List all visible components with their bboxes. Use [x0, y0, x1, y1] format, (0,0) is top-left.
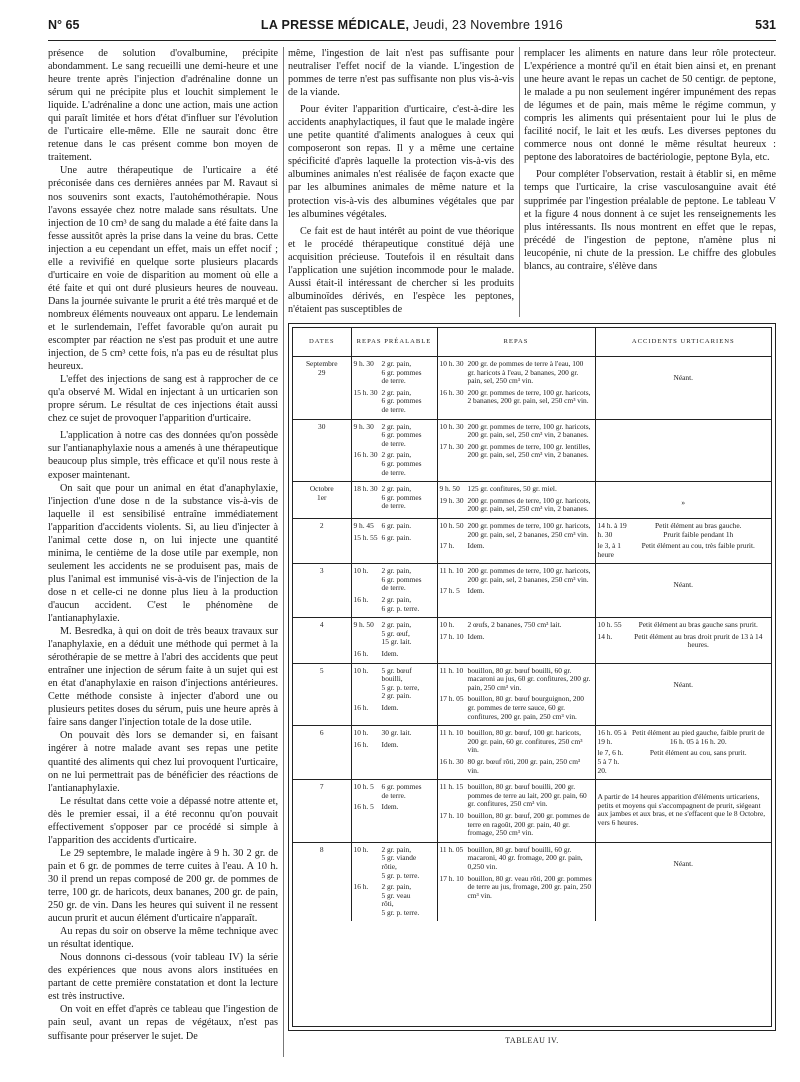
accident-description: Petit élément au bras droit prurit de 13 à 14 heures.	[634, 631, 763, 650]
accidents-cell	[595, 564, 771, 618]
food-description: bouillon, 80 gr. bœuf, 200 gr. pommes de terre en ragoût, 200 gr. pain, 40 gr. fromage, 250 cm³ vin.	[467, 810, 590, 838]
table-inner-frame	[292, 327, 772, 1027]
food-description: Idem.	[467, 586, 485, 596]
accidents-cell	[595, 618, 771, 663]
food-description: 200 gr. pommes de terre, 100 gr. haricots, 200 gr. pain, sel, 2 bananes, 250 cm³ vin.	[467, 520, 591, 539]
time-entry	[354, 803, 435, 812]
time-label: 11 h. 10	[439, 566, 464, 576]
time-entry	[440, 567, 593, 584]
date-cell: 7	[293, 780, 351, 843]
paragraph: On pouvait dès lors se demander si, en faisant ingérer à notre malade avant ses repas une petite quantité des aliments qui chez lui provoquent l'urticaire, on ne lui permettrait pas de bénéficier des réactions de l'antianaphylaxie.	[48, 730, 278, 794]
table-row	[293, 780, 771, 843]
time-label: 17 h. 30	[439, 441, 464, 451]
food-description: 200 gr. pommes de terre, 100 gr. haricots, 200 gr. pain, sel, 250 cm³ vin, 2 bananes.	[467, 421, 591, 440]
time-entry	[440, 423, 593, 440]
meal-cell	[437, 419, 595, 482]
page-header	[48, 18, 776, 38]
time-label: 16 h. 5	[353, 802, 374, 812]
accident-time: 14 h.	[597, 631, 613, 641]
time-label: 10 h. 30	[439, 421, 464, 431]
food-description: 80 gr. bœuf rôti, 200 gr. pain, 250 cm³ vin.	[467, 756, 581, 775]
time-label: 10 h.	[353, 844, 369, 854]
pre-meal-cell	[351, 780, 437, 843]
date-cell: 4	[293, 618, 351, 663]
food-description: bouillon, 80 gr. bœuf, 100 gr. haricots, 200 gr. pain, 60 gr. confitures, 250 cm³ vin.	[467, 728, 583, 755]
accidents-cell	[595, 726, 771, 780]
time-label: 16 h. 30	[439, 387, 464, 397]
meal-cell	[437, 518, 595, 563]
paragraph: Pour éviter l'apparition d'urticaire, c'est-à-dire les accidents anaphylactiques, il faut que le malade ingère une petite quantité d'aliments analogues à ceux qui composeront son repas. Il y a même une certaine spécificité d'après laquelle la protection vis-à-vis des albumines animales n'est réalisée de façon exacte que par les albumines animales de même nature et la protection vis-à-vis des albumines végétales que par les albumines végétales.	[288, 104, 514, 220]
pre-meal-cell	[351, 419, 437, 482]
pre-meal-cell	[351, 618, 437, 663]
accident-note: Néant.	[673, 858, 693, 868]
food-description: 2 gr. pain, 6 gr. pommes de terre.	[381, 484, 422, 511]
time-entry	[440, 497, 593, 514]
accident-entry	[598, 542, 770, 559]
food-description: bouillon, 80 gr. bœuf bourguignon, 200 gr. pommes de terre sauce, 60 gr. confitures, 200 gr. pain, 250 cm³ vin.	[467, 694, 584, 721]
time-label: 9 h. 30	[353, 359, 374, 368]
time-label: 11 h. 15	[439, 782, 464, 792]
date-cell: 2	[293, 518, 351, 563]
accidents-cell	[595, 663, 771, 726]
accident-note: Néant.	[673, 580, 693, 590]
meal-cell	[437, 663, 595, 726]
text-column-3	[524, 47, 776, 315]
food-description: 200 gr. pommes de terre, 100 gr. lentilles, 200 gr. pain, sel, 250 cm³ vin, 2 bananes.	[467, 441, 591, 460]
date-cell: 8	[293, 842, 351, 921]
time-label: 16 h. 30	[353, 450, 378, 460]
accidents-cell	[595, 780, 771, 843]
accident-note: Néant.	[673, 373, 693, 382]
table-iv	[288, 323, 776, 1031]
accidents-cell	[595, 842, 771, 921]
time-entry	[354, 522, 435, 531]
food-description: bouillon, 80 gr. bœuf bouilli, 200 gr. pommes de terre au lait, 200 gr. pain, 60 gr. confitures, 250 cm³ vin.	[467, 782, 587, 809]
pre-meal-cell	[351, 842, 437, 921]
food-description: Idem.	[467, 631, 485, 641]
time-label: 10 h.	[353, 728, 369, 738]
food-description: 2 gr. pain, 6 gr. p. terre.	[381, 595, 420, 613]
accident-time: 16 h. 05 à 19 h.	[597, 728, 627, 746]
accident-description: Petit élément au bras gauche. Prurit faible pendant 1h	[655, 520, 742, 539]
time-label: 16 h.	[353, 703, 369, 712]
food-description: 2 gr. pain, 6 gr. pommes de terre.	[381, 421, 422, 448]
text-column-2	[288, 47, 514, 315]
time-label: 17 h.	[439, 541, 455, 551]
time-entry	[440, 633, 593, 642]
time-label: 17 h. 10	[439, 873, 464, 883]
time-label: 11 h. 10	[439, 728, 464, 738]
time-label: 9 h. 30	[353, 421, 374, 431]
time-label: 19 h. 30	[439, 495, 464, 505]
time-label: 11 h. 05	[439, 844, 464, 854]
meal-cell	[437, 780, 595, 843]
time-entry	[440, 389, 593, 406]
accidents-cell	[595, 518, 771, 563]
time-entry	[440, 485, 593, 494]
time-entry	[354, 534, 435, 543]
food-description: 125 gr. confitures, 50 gr. miel.	[467, 484, 557, 494]
food-description: 200 gr. de pommes de terre à l'eau, 100 gr. haricots à l'eau, 2 bananes, 200 gr. pain, sel, 250 cm³ vin.	[467, 359, 584, 386]
text-column-1	[48, 47, 278, 1057]
table-row	[293, 564, 771, 618]
table-row	[293, 518, 771, 563]
food-description: Idem.	[467, 541, 485, 551]
paragraph: Le résultat dans cette voie a dépassé notre attente et, dès le premier essai, il a été reconnu qu'on pouvait effectivement s'opposer par ce procédé si simple à l'apparition des accidents d'urticaire.	[48, 795, 278, 846]
pre-meal-cell	[351, 564, 437, 618]
accident-time: le 7, 6 h. 5 à 7 h. 20.	[597, 748, 624, 775]
pre-meal-cell	[351, 663, 437, 726]
table-caption: TABLEAU IV.	[505, 1036, 559, 1045]
time-label: 10 h.	[353, 566, 369, 576]
column-divider-2	[519, 47, 520, 317]
time-label: 9 h. 50	[353, 620, 374, 630]
time-label: 16 h. 30	[439, 756, 464, 766]
table-row	[293, 842, 771, 921]
paragraph: Au repas du soir on observe la même technique avec un résultat identique.	[48, 926, 278, 951]
paragraph: remplacer les aliments en nature dans leur rôle protecteur. L'expérience a montré qu'il en était bien ainsi et, en prenant une heure avant le repas un cachet de 50 centigr. de peptone, le malade a pu non seulement ingérer impunément des repas de légumes et de pain, mais même le régime commun, y compris les aliments qui présentaient pour lui le plus de facilité nocif, le lait et les œufs. Les diverses peptones du commerce nous ont donné le même résultat heureux : peptone des laboratoires de bactériologie, peptone Byla, etc.	[524, 48, 776, 164]
time-label: 17 h. 05	[439, 694, 464, 704]
accident-note: A partir de 14 heures apparition d'éléments urticariens, petits et moyens qui s'accompagnent de prurit, siégeant aux jambes et aux bras, et ne s'effacent que le 8 Octobre, vers 6 heures.	[597, 792, 766, 827]
date-cell: 6	[293, 726, 351, 780]
header-accidents: ACCIDENTS URTICARIENS	[595, 328, 771, 357]
paragraph: Le 29 septembre, le malade ingère à 9 h. 30 2 gr. de pain et 6 gr. de pommes de terre cuites à l'eau. A 10 h. 30 il prend un repas composé de 200 gr. de pommes de terre, 100 gr. de haricots, deux bananes, 200 gr. de pain, 250 gr. de vin. Dans les heures qui suivent il ne ressent aucun prurit et aucun élément d'urticaire n'apparaît.	[48, 847, 278, 925]
time-entry	[440, 758, 593, 775]
date-cell: Octobre 1er	[293, 482, 351, 519]
time-entry	[354, 846, 435, 880]
accident-entry	[598, 522, 770, 539]
time-entry	[354, 741, 435, 750]
accidents-cell	[595, 357, 771, 420]
accident-time: 10 h. 55	[597, 620, 622, 630]
header-meal: REPAS	[437, 328, 595, 357]
accident-entry	[598, 749, 770, 775]
food-description: 2 gr. pain, 6 gr. pommes de terre.	[381, 450, 422, 477]
header-rule	[48, 40, 776, 41]
accident-description: Petit élément au cou, sans prurit.	[649, 748, 747, 758]
food-description: Idem.	[381, 802, 399, 812]
journal-title	[48, 18, 776, 32]
time-entry	[440, 729, 593, 755]
header-pre-meal: REPAS PRÉALABLE	[351, 328, 437, 357]
time-entry	[440, 695, 593, 721]
accident-description: Petit élément au bras gauche sans prurit.	[638, 620, 758, 630]
time-entry	[440, 587, 593, 596]
date-cell: 5	[293, 663, 351, 726]
time-entry	[354, 389, 435, 415]
paragraph: L'effet des injections de sang est à rapprocher de ce qu'a observé M. Widal en injectant à un urticarien son propre sérum. Le résultat de ces injections était aussi chez ce sujet de provoquer l'apparition d'urticaire.	[48, 374, 278, 425]
time-entry	[440, 522, 593, 539]
time-label: 9 h. 45	[353, 520, 374, 530]
time-label: 18 h. 30	[353, 484, 378, 494]
food-description: 5 gr. bœuf bouilli, 5 gr. p. terre, 2 gr. pain.	[381, 665, 420, 701]
food-description: 2 gr. pain, 5 gr. viande rôtie, 5 gr. p. terre.	[381, 844, 420, 880]
pre-meal-cell	[351, 357, 437, 420]
food-description: 6 gr. pain.	[381, 520, 412, 530]
time-label: 9 h. 50	[439, 484, 460, 494]
time-label: 17 h. 10	[439, 810, 464, 820]
time-entry	[354, 621, 435, 647]
time-entry	[440, 846, 593, 872]
time-entry	[354, 667, 435, 701]
food-description: bouillon, 80 gr. bœuf bouilli, 60 gr. macaroni, 40 gr. fromage, 200 gr. pain, 0,250 vin.	[467, 844, 583, 871]
pre-meal-cell	[351, 482, 437, 519]
table-row	[293, 663, 771, 726]
meal-cell	[437, 564, 595, 618]
time-entry	[354, 883, 435, 917]
table-row	[293, 419, 771, 482]
time-entry	[354, 704, 435, 713]
issue-number: N° 65	[48, 18, 80, 32]
time-entry	[440, 621, 593, 630]
time-label: 10 h. 50	[439, 520, 464, 530]
time-label: 16 h.	[353, 595, 369, 605]
header-dates: DATES	[293, 328, 351, 357]
data-table	[293, 328, 771, 921]
accident-time: le 3, à 1 heure	[597, 541, 621, 559]
pre-meal-cell	[351, 518, 437, 563]
table-row	[293, 726, 771, 780]
time-entry	[354, 596, 435, 613]
meal-cell	[437, 357, 595, 420]
accident-entry	[598, 633, 770, 650]
date-cell: 30	[293, 419, 351, 482]
accident-note: »	[681, 498, 686, 508]
food-description: 2 œufs, 2 bananes, 750 cm³ lait.	[467, 620, 562, 630]
table-header-row	[293, 328, 771, 357]
paragraph: Une autre thérapeutique de l'urticaire a été préconisée dans ces dernières années par M. Ravaut si nos souvenirs sont exacts, l'autohémothérapie. Nous l'avons essayée chez notre malade sans résultats. Une injection de 10 cm³ de sang du malade a été faite dans la fesse aussitôt après la prise dans la veine du bras. Cette injection a eu cependant un effet, mais un effet nocif ; elle a revivifié en quelque sorte plusieurs placards d'urticaire en voie de disparition au moment où elle a été faite et qui ont duré plusieurs heures de nouveau. Dans la journée suivante le prurit a été très marqué et de nombreux éléments nouveaux ont apparu. Le lendemain et le surlendemain, l'effet favorable qu'on aurait pu escompter par réaction ne s'est pas produit et une autre injection, de 5 cm³ cette fois, n'a pas eu de résultat plus heureux.	[48, 165, 278, 373]
time-label: 17 h. 5	[439, 586, 460, 596]
food-description: bouillon, 80 gr. veau rôti, 200 gr. pommes de terre au jus, fromage, 200 gr. pain, 250 cm³ vin.	[467, 873, 592, 900]
time-entry	[354, 567, 435, 593]
date-cell: 3	[293, 564, 351, 618]
time-entry	[354, 451, 435, 477]
time-entry	[354, 650, 435, 659]
time-label: 15 h. 30	[353, 387, 378, 397]
time-label: 17 h. 10	[439, 631, 464, 641]
food-description: 6 gr. pain.	[381, 532, 412, 542]
time-entry	[440, 812, 593, 838]
food-description: Idem.	[381, 739, 399, 749]
time-label: 16 h.	[353, 649, 369, 659]
time-entry	[440, 667, 593, 693]
table-row	[293, 357, 771, 420]
food-description: bouillon, 80 gr. bœuf bouilli, 60 gr. macaroni au jus, 60 gr. confitures, 200 gr. pain, 250 cm³ vin.	[467, 665, 591, 692]
issue-date: Jeudi, 23 Novembre 1916	[413, 18, 564, 32]
accident-description: Petit élément au cou, très faible prurit.	[641, 541, 755, 551]
food-description: 2 gr. pain, 6 gr. pommes de terre.	[381, 387, 422, 414]
time-entry	[440, 360, 593, 386]
food-description: Idem.	[381, 703, 399, 712]
food-description: 2 gr. pain, 6 gr. pommes de terre.	[381, 359, 422, 386]
meal-cell	[437, 618, 595, 663]
meal-cell	[437, 842, 595, 921]
paragraph: On voit en effet d'après ce tableau que l'ingestion de pain seul, avant un repas de végétaux, n'est pas suffisante pour préserver le sujet. De	[48, 1004, 278, 1042]
meal-cell	[437, 482, 595, 519]
food-description: 200 gr. pommes de terre, 100 gr. haricots, 2 bananes, 200 gr. pain, sel, 250 cm³ vin.	[467, 387, 591, 406]
accident-time: 14 h. à 19 h. 30	[597, 520, 627, 539]
paragraph: présence de solution d'ovalbumine, précipite abondamment. Le sang recueilli une demi-heure et une heure trente après l'injection d'adrénaline donne un sérum qui ne précipite plus et louchit simplement le liquide. L'adrénaline a donc une action, mais une action qui paraît limitée et hors d'état d'influer sur l'évolution de l'urticaire elle-même. Elle ne saurait donc être retenue dans le cas présent comme bon moyen de traitement.	[48, 48, 278, 164]
food-description: 2 gr. pain, 6 gr. pommes de terre.	[381, 566, 422, 593]
time-label: 15 h. 55	[353, 532, 378, 542]
paragraph: On sait que pour un animal en état d'anaphylaxie, l'injection d'une dose n de la substance vis-à-vis de laquelle il est sensibilisé entraîne immédiatement l'apparition d'accidents violents. Si, au lieu d'injecter à l'animal cette dose n, on lui injecte une quantité minima, le centième de la dose utile par exemple, non seulement les accidents ne se produisent pas, mais de plus l'animal est immunisé vis-à-vis de l'injection de la dose n et celle-ci ne donne plus lieu à la production d'aucun accident. C'est le phénomène de l'antianaphylaxie.	[48, 482, 278, 625]
time-entry	[440, 875, 593, 901]
time-entry	[354, 485, 435, 511]
paragraph: Nous donnons ci-dessous (voir tableau IV) la série des expériences que nous avons alors instituées en partant de cette première constatation et dont la lecture est très instructive.	[48, 952, 278, 1003]
time-entry	[440, 443, 593, 460]
time-label: 10 h.	[439, 620, 455, 630]
column-divider-1	[283, 47, 284, 1057]
food-description: 30 gr. lait.	[381, 728, 412, 738]
paragraph: Ce fait est de haut intérêt au point de vue théorique et le procédé thérapeutique constitué déjà une acquisition précieuse. Toutefois il en résultait dans l'application une sujétion incommode pour le malade. Aussi était-il intéressant de chercher si les produits albuminoïdes dérivés, en l'espèce les peptones, n'étaient pas susceptibles de	[288, 225, 514, 315]
time-entry	[440, 542, 593, 551]
time-label: 10 h. 30	[439, 359, 464, 368]
table-row	[293, 482, 771, 519]
time-label: 10 h.	[353, 665, 369, 675]
paragraph: L'application à notre cas des données qu'on possède sur l'antianaphylaxie nous a amenés à une thérapeutique beaucoup plus simple, très efficace et qu'il nous reste à exposer maintenant.	[48, 430, 278, 481]
pre-meal-cell	[351, 726, 437, 780]
accidents-cell	[595, 419, 771, 482]
time-label: 10 h. 5	[353, 782, 374, 792]
food-description: 200 gr. pommes de terre, 100 gr. haricots, 200 gr. pain, sel, 250 cm³ vin, 2 bananes.	[467, 495, 591, 514]
accidents-cell	[595, 482, 771, 519]
accident-entry	[598, 621, 770, 630]
date-cell: Septembre 29	[293, 357, 351, 420]
meal-cell	[437, 726, 595, 780]
food-description: 6 gr. pommes de terre.	[381, 782, 422, 800]
accident-entry	[598, 729, 770, 746]
food-description: 200 gr. pommes de terre, 100 gr. haricots, 200 gr. pain, sel, 2 bananes, 250 cm³ vin.	[467, 566, 591, 584]
paragraph: Pour compléter l'observation, restait à établir si, en même temps que l'urticaire, la crise vasculosanguine avait été supprimée par l'ingestion préalable de peptone. Le tableau V et la figure 4 nous donnent à ce sujet les renseignements les plus intéressants. Ils nous montrent en effet que le repas, précédé de l'ingestion de peptone, n'amène plus ni leucopénie, ni chute de la pression. Le chiffre des globules blancs, au contraire, s'élève dans	[524, 169, 776, 272]
time-entry	[354, 783, 435, 800]
paragraph: M. Besredka, à qui on doit de très beaux travaux sur l'anaphylaxie, en a déduit une méthode qui permet à la sérothérapie de se mettre à l'abri des accidents que peut entraîner une injection de sérum faite à un sujet qui est en état d'anaphylaxie en raison d'injections antérieures. Cette méthode consiste à injecter d'abord une ou plusieurs petites doses du sérum, puis une heure après à faire sans danger l'injection totale de la dose utile.	[48, 626, 278, 729]
time-entry	[354, 360, 435, 386]
food-description: Idem.	[381, 649, 399, 659]
food-description: 2 gr. pain, 5 gr. œuf, 15 gr. lait.	[381, 620, 412, 647]
journal-name: LA PRESSE MÉDICALE,	[260, 18, 410, 32]
time-label: 16 h.	[353, 739, 369, 749]
time-entry	[354, 423, 435, 449]
accident-note: Néant.	[673, 679, 693, 689]
time-entry	[354, 729, 435, 738]
page-number: 531	[755, 18, 776, 32]
food-description: 2 gr. pain, 5 gr. veau rôti, 5 gr. p. terre.	[381, 882, 420, 917]
accident-description: Petit élément au pied gauche, faible prurit de 16 h. 05 à 16 h. 20.	[631, 728, 765, 746]
time-label: 16 h.	[353, 882, 369, 892]
paragraph: même, l'ingestion de lait n'est pas suffisante pour neutraliser l'effet nocif de la viande. L'ingestion de pommes de terre n'est pas suffisante non plus vis-à-vis de la viande.	[288, 48, 514, 99]
time-entry	[440, 783, 593, 809]
time-label: 11 h. 10	[439, 665, 464, 675]
table-row	[293, 618, 771, 663]
